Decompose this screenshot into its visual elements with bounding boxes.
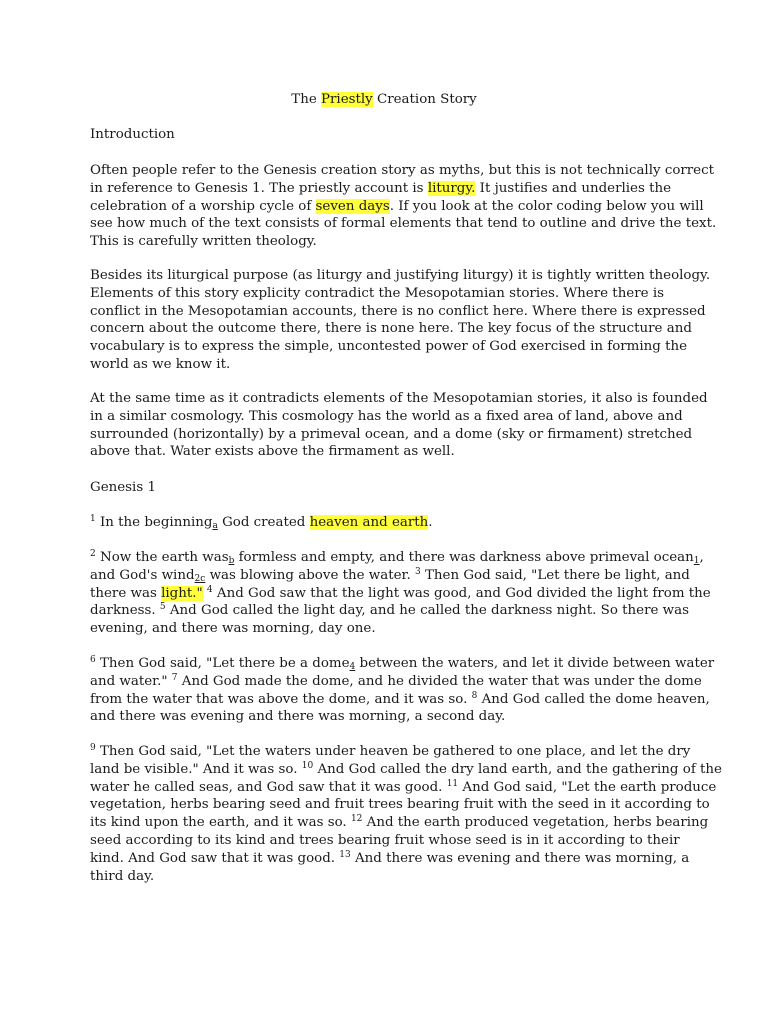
footnote-marker: 4	[349, 662, 356, 672]
verses-2-5: $^2$ Now the earth was$_b$ formless and empty, and there was darkness above primeval ocean$_1$, and God's wind$_{2c}$ was blowing above the water. $^3$ Then God said, "Let there be light, and there was light." $^4$ And God saw that the light was good, and God divided the light from the darkness. $^5$ And God called the light day, and he called the darkness night. So there was evening, and there was morning, day one.	[90, 549, 711, 637]
footnote-marker: 1	[693, 556, 700, 566]
footnote-marker: b	[228, 556, 235, 566]
highlight: heaven and earth	[309, 515, 429, 530]
intro-paragraph-2: Besides its liturgical purpose (as liturgy and justifying liturgy) it is tightly written theology. Elements of this story explicity contradict the Mesopotamian stories. Where there is conflict in the Mesopotamian accounts, there is no conflict here. Where there is expressed concern about the outcome there, there is none here. The key focus of the structure and vocabulary is to express the simple, uncontested power of God exercised in forming the world as we know it.	[90, 268, 711, 372]
heading-introduction: Introduction	[90, 127, 175, 142]
page-title: The Priestly Creation Story	[291, 92, 477, 107]
heading-genesis-1: Genesis 1	[90, 480, 156, 495]
intro-paragraph-3: At the same time as it contradicts elements of the Mesopotamian stories, it also is founded in a similar cosmology. This cosmology has the world as a fixed area of land, above and surrounded (horizontally) by a primeval ocean, and a dome (sky or firmament) stretched above that. Water exists above the firmament as well.	[90, 391, 708, 460]
highlight: light."	[161, 585, 203, 601]
intro-paragraph-1: Often people refer to the Genesis creation story as myths, but this is not technically correct in reference to Genesis 1. The priestly account is liturgy. It justifies and underlies the celebration of a worship cycle of seven days. If you look at the color coding below you will see how much of the text consists of formal elements that tend to outline and drive the text. This is carefully written theology.	[90, 163, 717, 250]
highlight: liturgy.	[427, 180, 476, 196]
highlight: Priestly	[321, 92, 373, 107]
verses-6-8: $^6$ Then God said, "Let there be a dome$_4$ between the waters, and let it divide between water and water." $^7$ And God made the dome, and he divided the water that was under the dome from the water that was above the dome, and it was so. $^8$ And God called the dome heaven, and there was evening and there was morning, a second day.	[90, 655, 715, 725]
verse-1: $^1$ In the beginning$_a$ God created heaven and earth.	[90, 514, 433, 531]
footnote-marker: 2c	[194, 573, 206, 584]
verses-9-13: $^9$ Then God said, "Let the waters under heaven be gathered to one place, and let the dry land be visible." And it was so. $^{10}$ And God called the dry land earth, and the gathering of the water he called seas, and God saw that it was good. $^{11}$ And God said, "Let the earth produce vegetation, herbs bearing seed and fruit trees bearing fruit with the seed in it according to its kind upon the earth, and it was so. $^{12}$ And the earth produced vegetation, herbs bearing seed according to its kind and trees bearing fruit whose seed is in it according to their kind. And God saw that it was good. $^{13}$ And there was evening and there was morning, a third day.	[90, 743, 722, 884]
footnote-marker: a	[212, 521, 218, 531]
highlight: seven days	[315, 198, 390, 214]
